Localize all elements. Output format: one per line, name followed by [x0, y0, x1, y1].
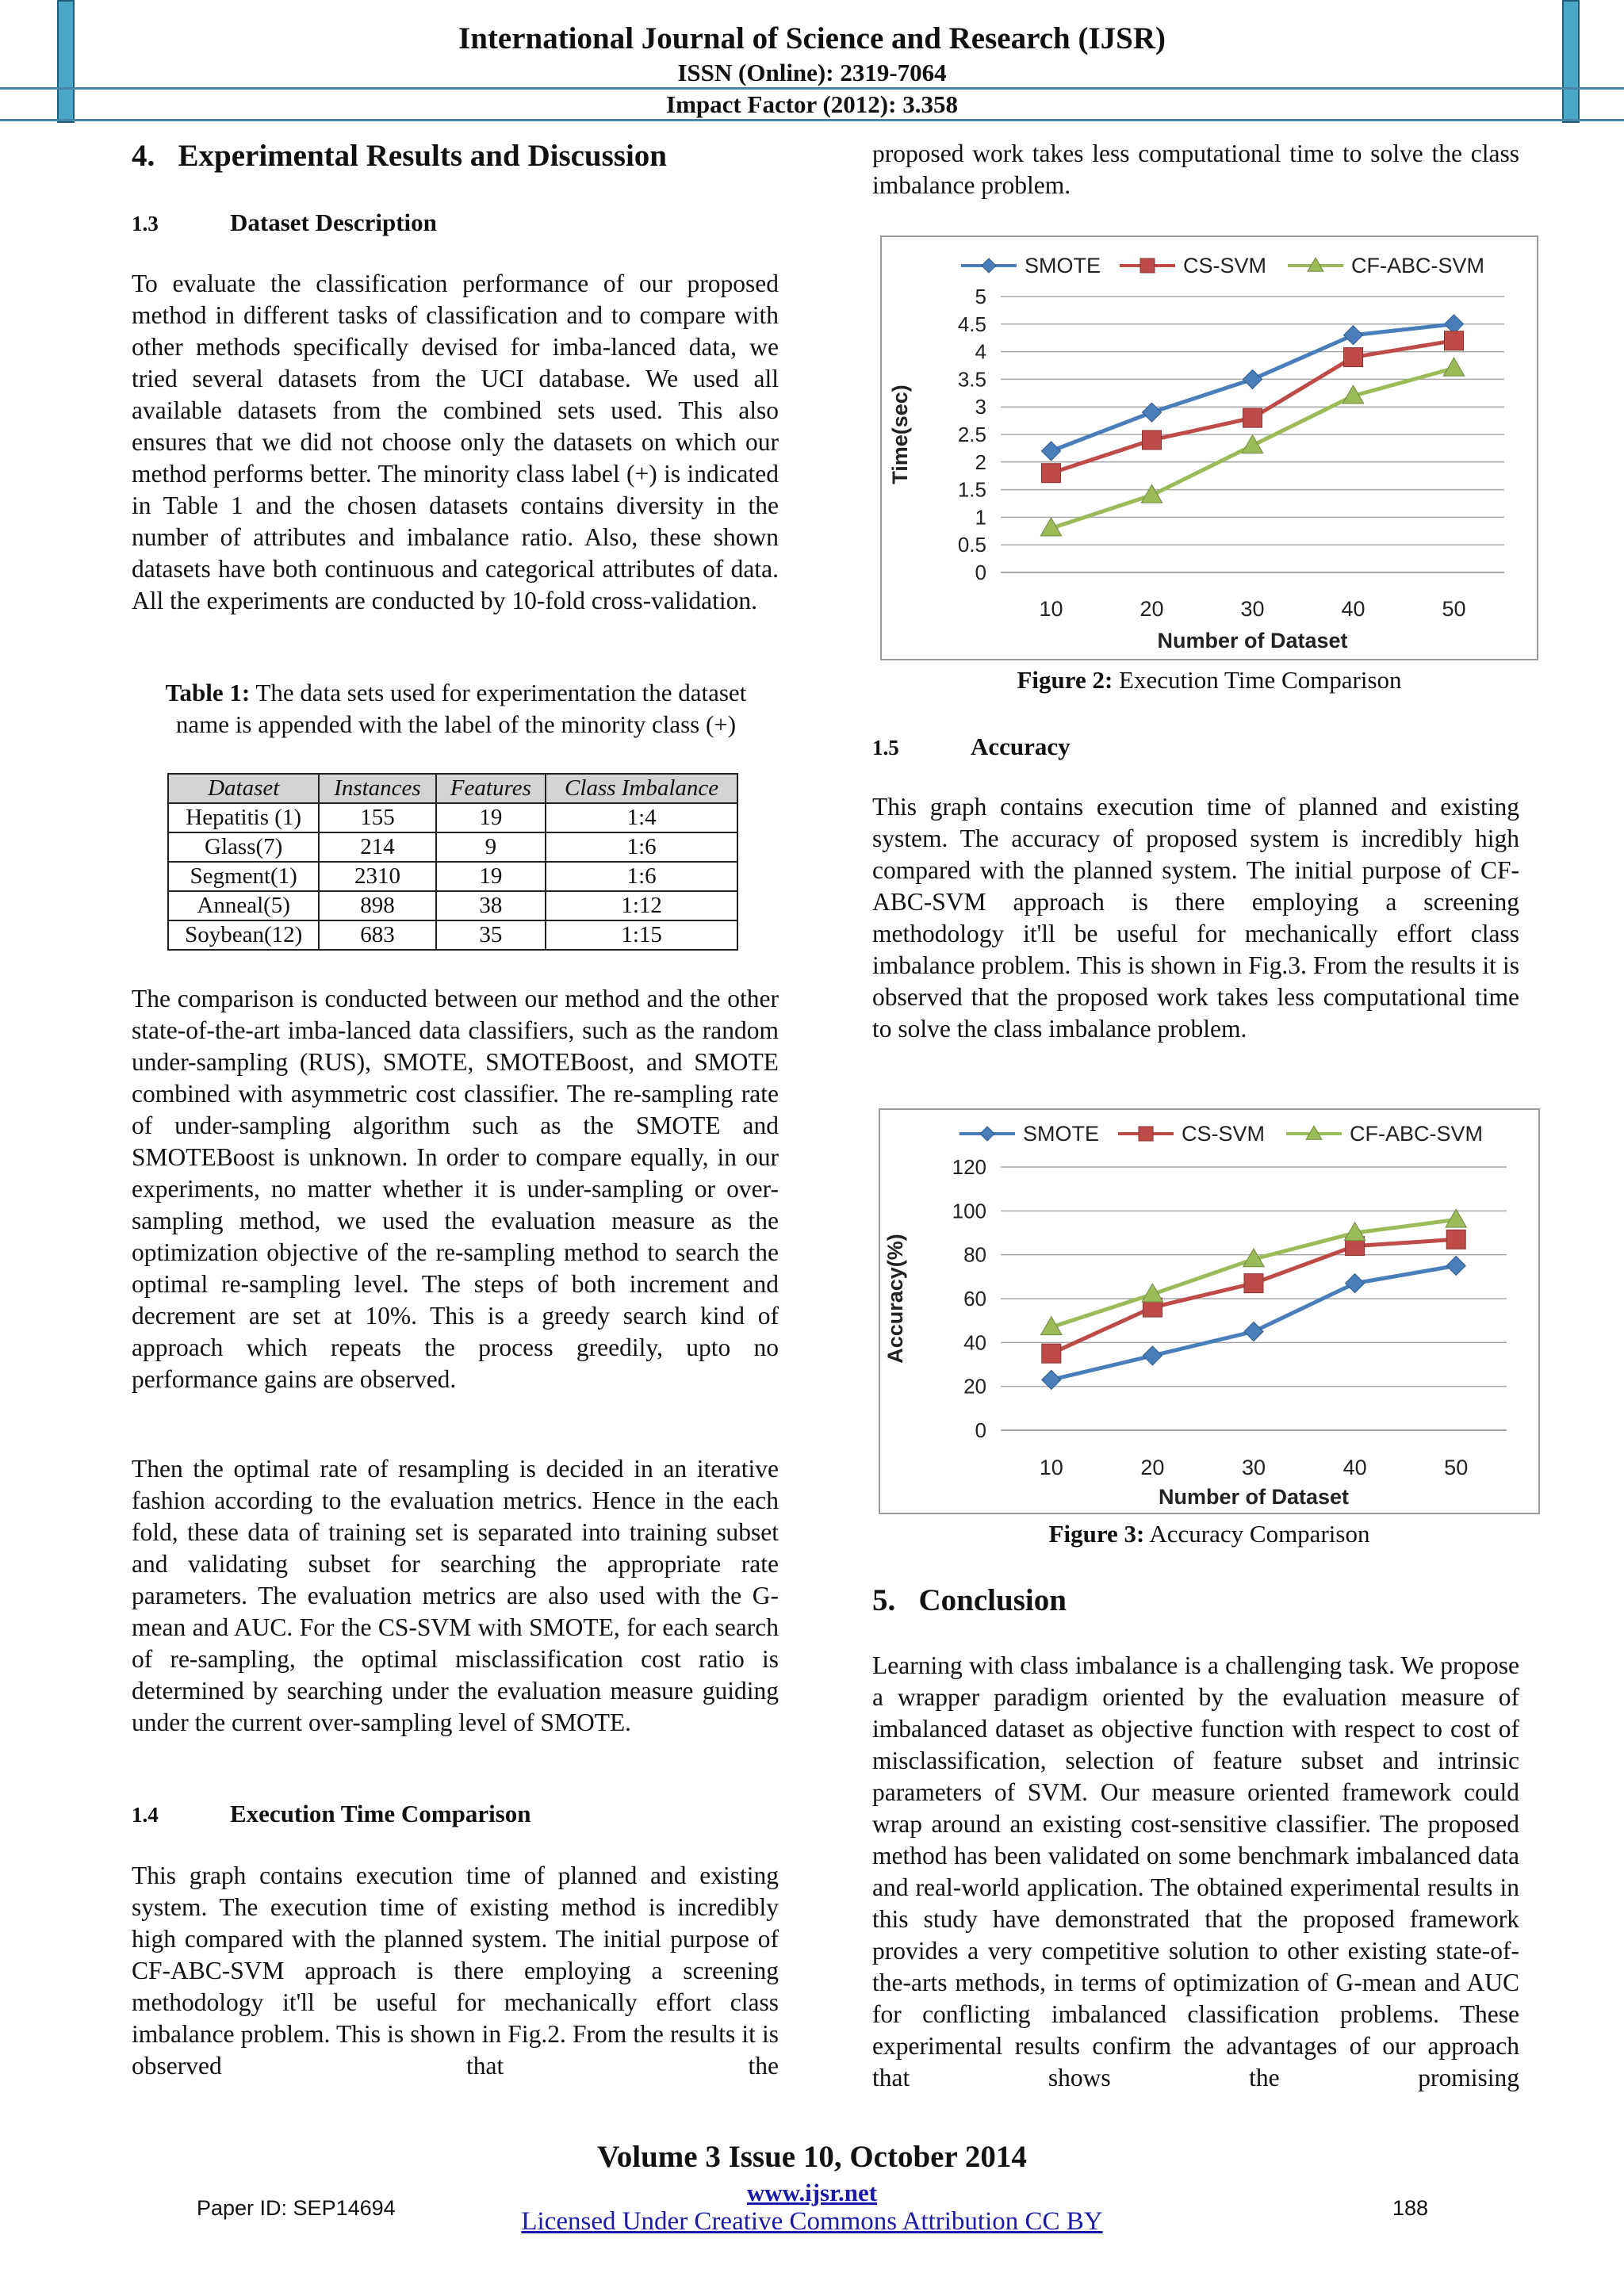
data-point — [1445, 331, 1464, 350]
data-point — [1443, 358, 1464, 376]
y-tick-label: 0 — [975, 561, 986, 584]
data-point — [1346, 1274, 1365, 1293]
legend-marker — [980, 1127, 994, 1141]
table-row — [168, 920, 737, 950]
legend-marker — [1139, 1127, 1153, 1141]
table-cell: 1:6 — [546, 862, 737, 891]
data-point — [1244, 1322, 1263, 1341]
figure-3-box — [879, 1108, 1540, 1514]
legend-label: SMOTE — [1023, 1122, 1100, 1146]
x-axis-label: Number of Dataset — [1158, 1485, 1350, 1509]
table-row — [168, 891, 737, 920]
x-tick-label: 10 — [1039, 597, 1063, 621]
data-point — [1446, 1209, 1466, 1227]
y-tick-label: 4 — [975, 339, 986, 364]
paragraph-continued: proposed work takes less computational time to solve the class imbalance problem. — [872, 140, 1519, 199]
y-tick-label: 20 — [963, 1374, 986, 1399]
x-tick-label: 30 — [1240, 597, 1265, 621]
table-1-caption — [143, 677, 769, 740]
x-tick-label: 40 — [1341, 597, 1365, 621]
paragraph-dataset-description: To evaluate the classification performance of our proposed method in different tasks of classification and to compare with other methods specifically devised for imba-lanced data, we tried several datasets from the UCI database. We used all available datasets from the combined sets used. This also ensures that we did not choose only the datasets on which our method performs better. The minority class label (+) is indicated in Table 1 and the chosen datasets contains diversity in the number of attributes and imbalance ratio. Also, these shown datasets have both continuous and categorical attributes of data. All the experiments are conducted by 10-fold cross-validation. — [132, 270, 779, 614]
data-point — [1344, 348, 1363, 367]
table-cell: 1:4 — [546, 803, 737, 832]
table-header-cell: Features — [436, 774, 546, 803]
figure-2-caption — [880, 666, 1538, 695]
y-tick-label: 0.5 — [957, 533, 986, 557]
data-point — [1042, 464, 1061, 483]
x-tick-label: 40 — [1342, 1456, 1367, 1479]
data-point — [1243, 369, 1262, 388]
table-cell: 9 — [436, 832, 546, 862]
y-tick-label: 1 — [975, 505, 986, 530]
y-tick-label: 60 — [963, 1287, 986, 1311]
data-point — [1446, 1230, 1465, 1249]
table-cell: 1:15 — [546, 920, 737, 950]
legend-marker — [982, 258, 996, 273]
table-header-cell: Class Imbalance — [546, 774, 737, 803]
figure-caption-text: Accuracy Comparison — [1144, 1520, 1370, 1548]
x-tick-label: 20 — [1139, 597, 1164, 621]
table-cell: 155 — [319, 803, 435, 832]
x-tick-label: 20 — [1140, 1456, 1165, 1479]
header-rule — [0, 87, 1624, 90]
table-cell: 38 — [436, 891, 546, 920]
journal-issn: ISSN (Online): 2319-7064 — [677, 59, 947, 86]
data-point — [1344, 326, 1363, 345]
journal-title: International Journal of Science and Research (IJSR) — [458, 21, 1166, 55]
license-link[interactable]: Licensed Under Creative Commons Attribution CC BY — [521, 2207, 1103, 2236]
x-axis-label: Number of Dataset — [1157, 629, 1348, 652]
y-tick-label: 0 — [975, 1418, 986, 1442]
impact-factor: Impact Factor (2012): 3.358 — [666, 90, 958, 118]
y-tick-label: 1.5 — [957, 477, 986, 502]
figure-caption-label: Figure 2: — [1017, 666, 1113, 694]
table-cell: 683 — [319, 920, 435, 950]
data-point — [1243, 408, 1262, 427]
table-cell: Hepatitis (1) — [168, 803, 319, 832]
page-number: 188 — [1392, 2196, 1429, 2220]
table-cell: 35 — [436, 920, 546, 950]
paragraph-optimal-rate: Then the optimal rate of resampling is decided in an iterative fashion according to the evaluation metrics. Hence in the each fold, these data of training set is separated into training subset and validating subset for searching the appropriate rate parameters. The evaluation metrics are also used with the G-mean and AUC. For the CS-SVM with SMOTE, for each search of re-sampling, the optimal misclassification cost ratio is determined by searching under the evaluation measure guiding under the current over-sampling level of SMOTE. — [132, 1455, 779, 1736]
table-cell: Segment(1) — [168, 862, 319, 891]
paper-id: Paper ID: SEP14694 — [197, 2196, 396, 2220]
legend-label: CS-SVM — [1182, 1122, 1266, 1146]
data-point — [1244, 1274, 1263, 1293]
data-point — [1042, 1344, 1061, 1363]
y-tick-label: 3 — [975, 395, 986, 419]
table-header-row — [168, 774, 737, 803]
datasets-table — [167, 773, 738, 951]
y-axis-label: Accuracy(%) — [883, 1234, 907, 1364]
subsection-number: 1.5 — [872, 736, 899, 760]
paragraph-accuracy: This graph contains execution time of planned and existing system. The accuracy of proposed system is incredibly high compared with the planned system. The initial purpose of CF-ABC-SVM approach is there employing a screening methodology it'll be useful for mechanically effort class imbalance problem. This is shown in Fig.3. From the results it is observed that the proposed work takes less computational time to solve the class imbalance problem. — [872, 793, 1519, 1043]
table-row — [168, 862, 737, 891]
data-point — [1042, 442, 1061, 461]
paragraph-conclusion: Learning with class imbalance is a challenging task. We propose a wrapper paradigm oriented by the evaluation measure of imbalanced dataset as objective function with respect to cost of misclassification, selection of feature subset and intrinsic parameters of SVM. Our measure oriented framework could wrap around an existing cost-sensitive classifier. The proposed method has been validated on some benchmark imbalanced data and real-world application. The obtained experimental results in this study have demonstrated that the proposed framework provides a very competitive solution to other existing state-of-the-arts methods, in terms of optimization of G-mean and AUC for conflicting imbalanced classification problems. These experimental results confirm the advantages of our approach that shows the promising — [872, 1651, 1519, 2091]
journal-website-link[interactable]: www.ijsr.net — [746, 2179, 878, 2206]
subsection-title: Execution Time Comparison — [230, 1800, 531, 1827]
data-point — [1446, 1257, 1465, 1276]
data-point — [1143, 1346, 1162, 1365]
subsection-title: Dataset Description — [230, 209, 437, 236]
table-cell: Anneal(5) — [168, 891, 319, 920]
x-tick-label: 30 — [1241, 1456, 1266, 1479]
subsection-1-3-heading — [132, 209, 437, 237]
subsection-number: 1.4 — [132, 1803, 159, 1827]
table-header-cell: Dataset — [168, 774, 319, 803]
table-cell: 1:12 — [546, 891, 737, 920]
legend-marker — [1140, 258, 1155, 273]
table-cell: 214 — [319, 832, 435, 862]
subsection-title: Accuracy — [971, 733, 1071, 760]
figure-caption-text: Execution Time Comparison — [1113, 666, 1402, 694]
table-row — [168, 803, 737, 832]
table-cell: 1:6 — [546, 832, 737, 862]
y-tick-label: 2.5 — [957, 423, 986, 446]
subsection-1-4-heading — [132, 1800, 531, 1828]
table-caption-text: The data sets used for experimentation the dataset name is appended with the label of the minority class (+) — [175, 679, 747, 738]
y-tick-label: 100 — [952, 1199, 986, 1223]
legend-label: CS-SVM — [1183, 254, 1267, 277]
y-tick-label: 2 — [975, 450, 986, 474]
y-tick-label: 3.5 — [957, 367, 986, 392]
figure-caption-label: Figure 3: — [1048, 1520, 1145, 1548]
volume-issue: Volume 3 Issue 10, October 2014 — [597, 2140, 1027, 2174]
y-tick-label: 5 — [975, 285, 986, 308]
table-cell: Glass(7) — [168, 832, 319, 862]
table-cell: 2310 — [319, 862, 435, 891]
table-cell: Soybean(12) — [168, 920, 319, 950]
table-row — [168, 832, 737, 862]
data-point — [1143, 403, 1162, 422]
y-tick-label: 4.5 — [957, 312, 986, 336]
subsection-number: 1.3 — [132, 212, 159, 235]
section-5-heading: 5. Conclusion — [872, 1583, 1067, 1617]
x-tick-label: 50 — [1442, 597, 1466, 621]
section-4-heading: 4. Experimental Results and Discussion — [132, 139, 667, 173]
legend-label: SMOTE — [1025, 254, 1101, 277]
header-rule-bottom — [0, 119, 1624, 121]
paragraph-execution-time: This graph contains execution time of planned and existing system. The execution time of existing method is incredibly high compared with the planned system. The initial purpose of CF-ABC-SVM approach is there employing a screening methodology it'll be useful for mechanically effort class imbalance problem. This is shown in Fig.2. From the results it is observed that the — [132, 1862, 779, 2080]
table-cell: 19 — [436, 862, 546, 891]
x-tick-label: 50 — [1444, 1456, 1469, 1479]
figure-2-box — [880, 235, 1538, 660]
legend-label: CF-ABC-SVM — [1350, 1122, 1483, 1146]
paragraph-comparison: The comparison is conducted between our method and the other state-of-the-art imba-lanced data classifiers, such as the random under-sampling (RUS), SMOTE, SMOTEBoost, and SMOTE combined with asymmetric cost classifier. The re-sampling rate of under-sampling algorithm such as the SMOTE and SMOTEBoost is unknown. In order to compare equally, in our experiments, no matter whether it is under-sampling or over-sampling method, we used the evaluation measure as the optimization objective of the re-sampling method to search the optimal re-sampling level. The steps of both increment and decrement are set at 10%. This is a greedy search kind of approach which repeats the process greedily, upto no performance gains are observed. — [132, 985, 779, 1393]
accuracy-chart — [880, 1110, 1538, 1513]
y-tick-label: 120 — [952, 1155, 986, 1179]
y-tick-label: 40 — [963, 1330, 986, 1355]
legend-label: CF-ABC-SVM — [1351, 254, 1484, 277]
table-cell: 19 — [436, 803, 546, 832]
execution-time-chart — [882, 237, 1537, 659]
y-tick-label: 80 — [963, 1242, 986, 1267]
data-point — [1143, 430, 1162, 450]
table-header-cell: Instances — [319, 774, 435, 803]
x-tick-label: 10 — [1039, 1456, 1063, 1479]
table-caption-label: Table 1: — [165, 679, 251, 706]
subsection-1-5-heading — [872, 733, 1071, 761]
table-cell: 898 — [319, 891, 435, 920]
y-axis-label: Time(sec) — [888, 385, 912, 484]
figure-3-caption — [879, 1520, 1540, 1548]
